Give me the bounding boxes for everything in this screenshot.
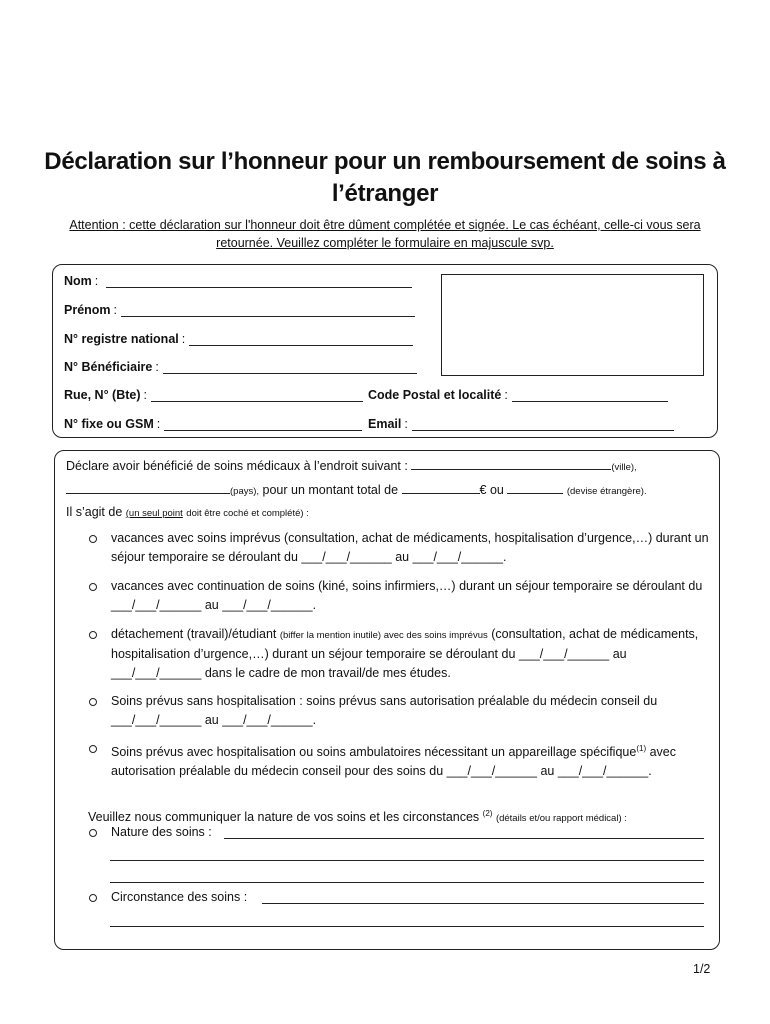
footnote-1: (1) xyxy=(636,744,647,753)
footnote-2: (2) xyxy=(482,809,493,818)
input-montant-eur[interactable] xyxy=(402,482,480,494)
field-telephone: N° fixe ou GSM : xyxy=(64,415,362,431)
devise-label: (devise étrangère). xyxy=(566,486,647,497)
item-5-text xyxy=(111,739,711,781)
input-ville[interactable] xyxy=(411,458,611,470)
field-beneficiaire: N° Bénéficiaire : xyxy=(64,358,417,374)
input-telephone[interactable] xyxy=(164,418,362,431)
checkbox-item-1[interactable] xyxy=(89,535,97,543)
input-nom[interactable] xyxy=(106,275,412,288)
declaration-line-3 xyxy=(66,504,309,522)
input-nature-line-1[interactable] xyxy=(224,838,704,839)
item-3-text xyxy=(111,625,711,683)
item-3-small: (biffer la mention inutile) avec des soins imprévus xyxy=(279,630,488,641)
label-telephone: N° fixe ou GSM xyxy=(64,417,154,431)
item-5-main: Soins prévus avec hospitalisation ou soins ambulatoires nécessitant un appareillage spécifique xyxy=(111,745,637,760)
field-prenom: Prénom : xyxy=(64,301,415,317)
input-beneficiaire[interactable] xyxy=(163,361,417,374)
field-code-postal: Code Postal et localité : xyxy=(368,386,668,402)
field-rue: Rue, N° (Bte) : xyxy=(64,386,363,402)
coche-text: doit être coché et complété) : xyxy=(186,508,309,519)
input-montant-devise[interactable] xyxy=(507,482,563,494)
circonstance-label: Circonstance des soins : xyxy=(111,890,248,904)
agit-text: Il s’agit de xyxy=(66,505,123,519)
checkbox-item-2[interactable] xyxy=(89,583,97,591)
label-registre: N° registre national xyxy=(64,332,179,346)
communicate-small: (détails et/ou rapport médical) : xyxy=(495,813,627,825)
communicate-text: Veuillez nous communiquer la nature de vos soins et les circonstances xyxy=(88,810,480,825)
checkbox-item-5[interactable] xyxy=(89,745,97,753)
label-code-postal: Code Postal et localité xyxy=(368,388,502,402)
nature-label: Nature des soins : xyxy=(111,825,212,839)
seul-point-text: (un seul point xyxy=(125,508,183,519)
checkbox-item-3[interactable] xyxy=(89,631,97,639)
label-prenom: Prénom xyxy=(64,303,111,317)
checkbox-nature[interactable] xyxy=(89,829,97,837)
photo-box[interactable] xyxy=(441,274,704,376)
input-pays[interactable] xyxy=(66,482,230,494)
ville-label: (ville), xyxy=(611,462,637,473)
declare-text: Déclare avoir bénéficié de soins médicaux à l’endroit suivant : xyxy=(66,459,408,473)
input-nature-line-2[interactable] xyxy=(110,860,704,861)
declaration-line-2 xyxy=(66,482,647,500)
input-rue[interactable] xyxy=(151,389,363,402)
declaration-line-1 xyxy=(66,458,637,476)
field-email: Email : xyxy=(368,415,674,431)
input-code-postal[interactable] xyxy=(512,389,668,402)
page-title: Déclaration sur l’honneur pour un remboursement de soins à l’étranger xyxy=(44,148,726,207)
input-circonstance-line-2[interactable] xyxy=(110,926,704,927)
item-3-rest: (consultation, achat de médicaments, hospitalisation d’urgence,…) durant un séjour temporaire se déroulant du ___/___/______ au ___/___/______ dans le cadre de mon travail/de mes études. xyxy=(111,627,699,680)
label-rue: Rue, N° (Bte) xyxy=(64,388,141,402)
label-nom: Nom xyxy=(64,274,92,288)
checkbox-circonstance[interactable] xyxy=(89,894,97,902)
item-5-rest: avec autorisation préalable du médecin conseil pour des soins du ___/___/______ au ___/___/______. xyxy=(111,745,676,779)
item-3-main: détachement (travail)/étudiant xyxy=(111,627,277,641)
page-number: 1/2 xyxy=(693,962,711,976)
pays-label: (pays), xyxy=(230,486,260,497)
item-2-text: vacances avec continuation de soins (kiné, soins infirmiers,…) durant un séjour temporaire se déroulant du ___/___/______ au ___/___/______. xyxy=(111,579,703,612)
item-4-text: Soins prévus sans hospitalisation : soins prévus sans autorisation préalable du médecin conseil du ___/___/______ au ___/___/______. xyxy=(111,694,658,727)
checkbox-item-4[interactable] xyxy=(89,698,97,706)
item-1-text: vacances avec soins imprévus (consultation, achat de médicaments, hospitalisation d’urgence,…) durant un séjour temporaire se déroulant du ___/___/______ au ___/___/______. xyxy=(111,531,709,564)
input-registre[interactable] xyxy=(189,333,413,346)
montant-text: pour un montant total de xyxy=(262,483,399,497)
input-nature-line-3[interactable] xyxy=(110,882,704,883)
label-email: Email xyxy=(368,417,402,431)
label-beneficiaire: N° Bénéficiaire xyxy=(64,360,153,374)
input-email[interactable] xyxy=(412,418,674,431)
attention-note: Attention : cette déclaration sur l'honneur doit être dûment complétée et signée. Le cas échéant, celle-ci vous sera retournée. Veuillez compléter le formulaire en majuscule svp. xyxy=(69,218,701,250)
eur-text: € ou xyxy=(479,483,504,497)
input-circonstance-line-1[interactable] xyxy=(262,903,704,904)
field-nom: Nom : xyxy=(64,272,412,288)
field-registre: N° registre national : xyxy=(64,330,413,346)
input-prenom[interactable] xyxy=(121,304,415,317)
